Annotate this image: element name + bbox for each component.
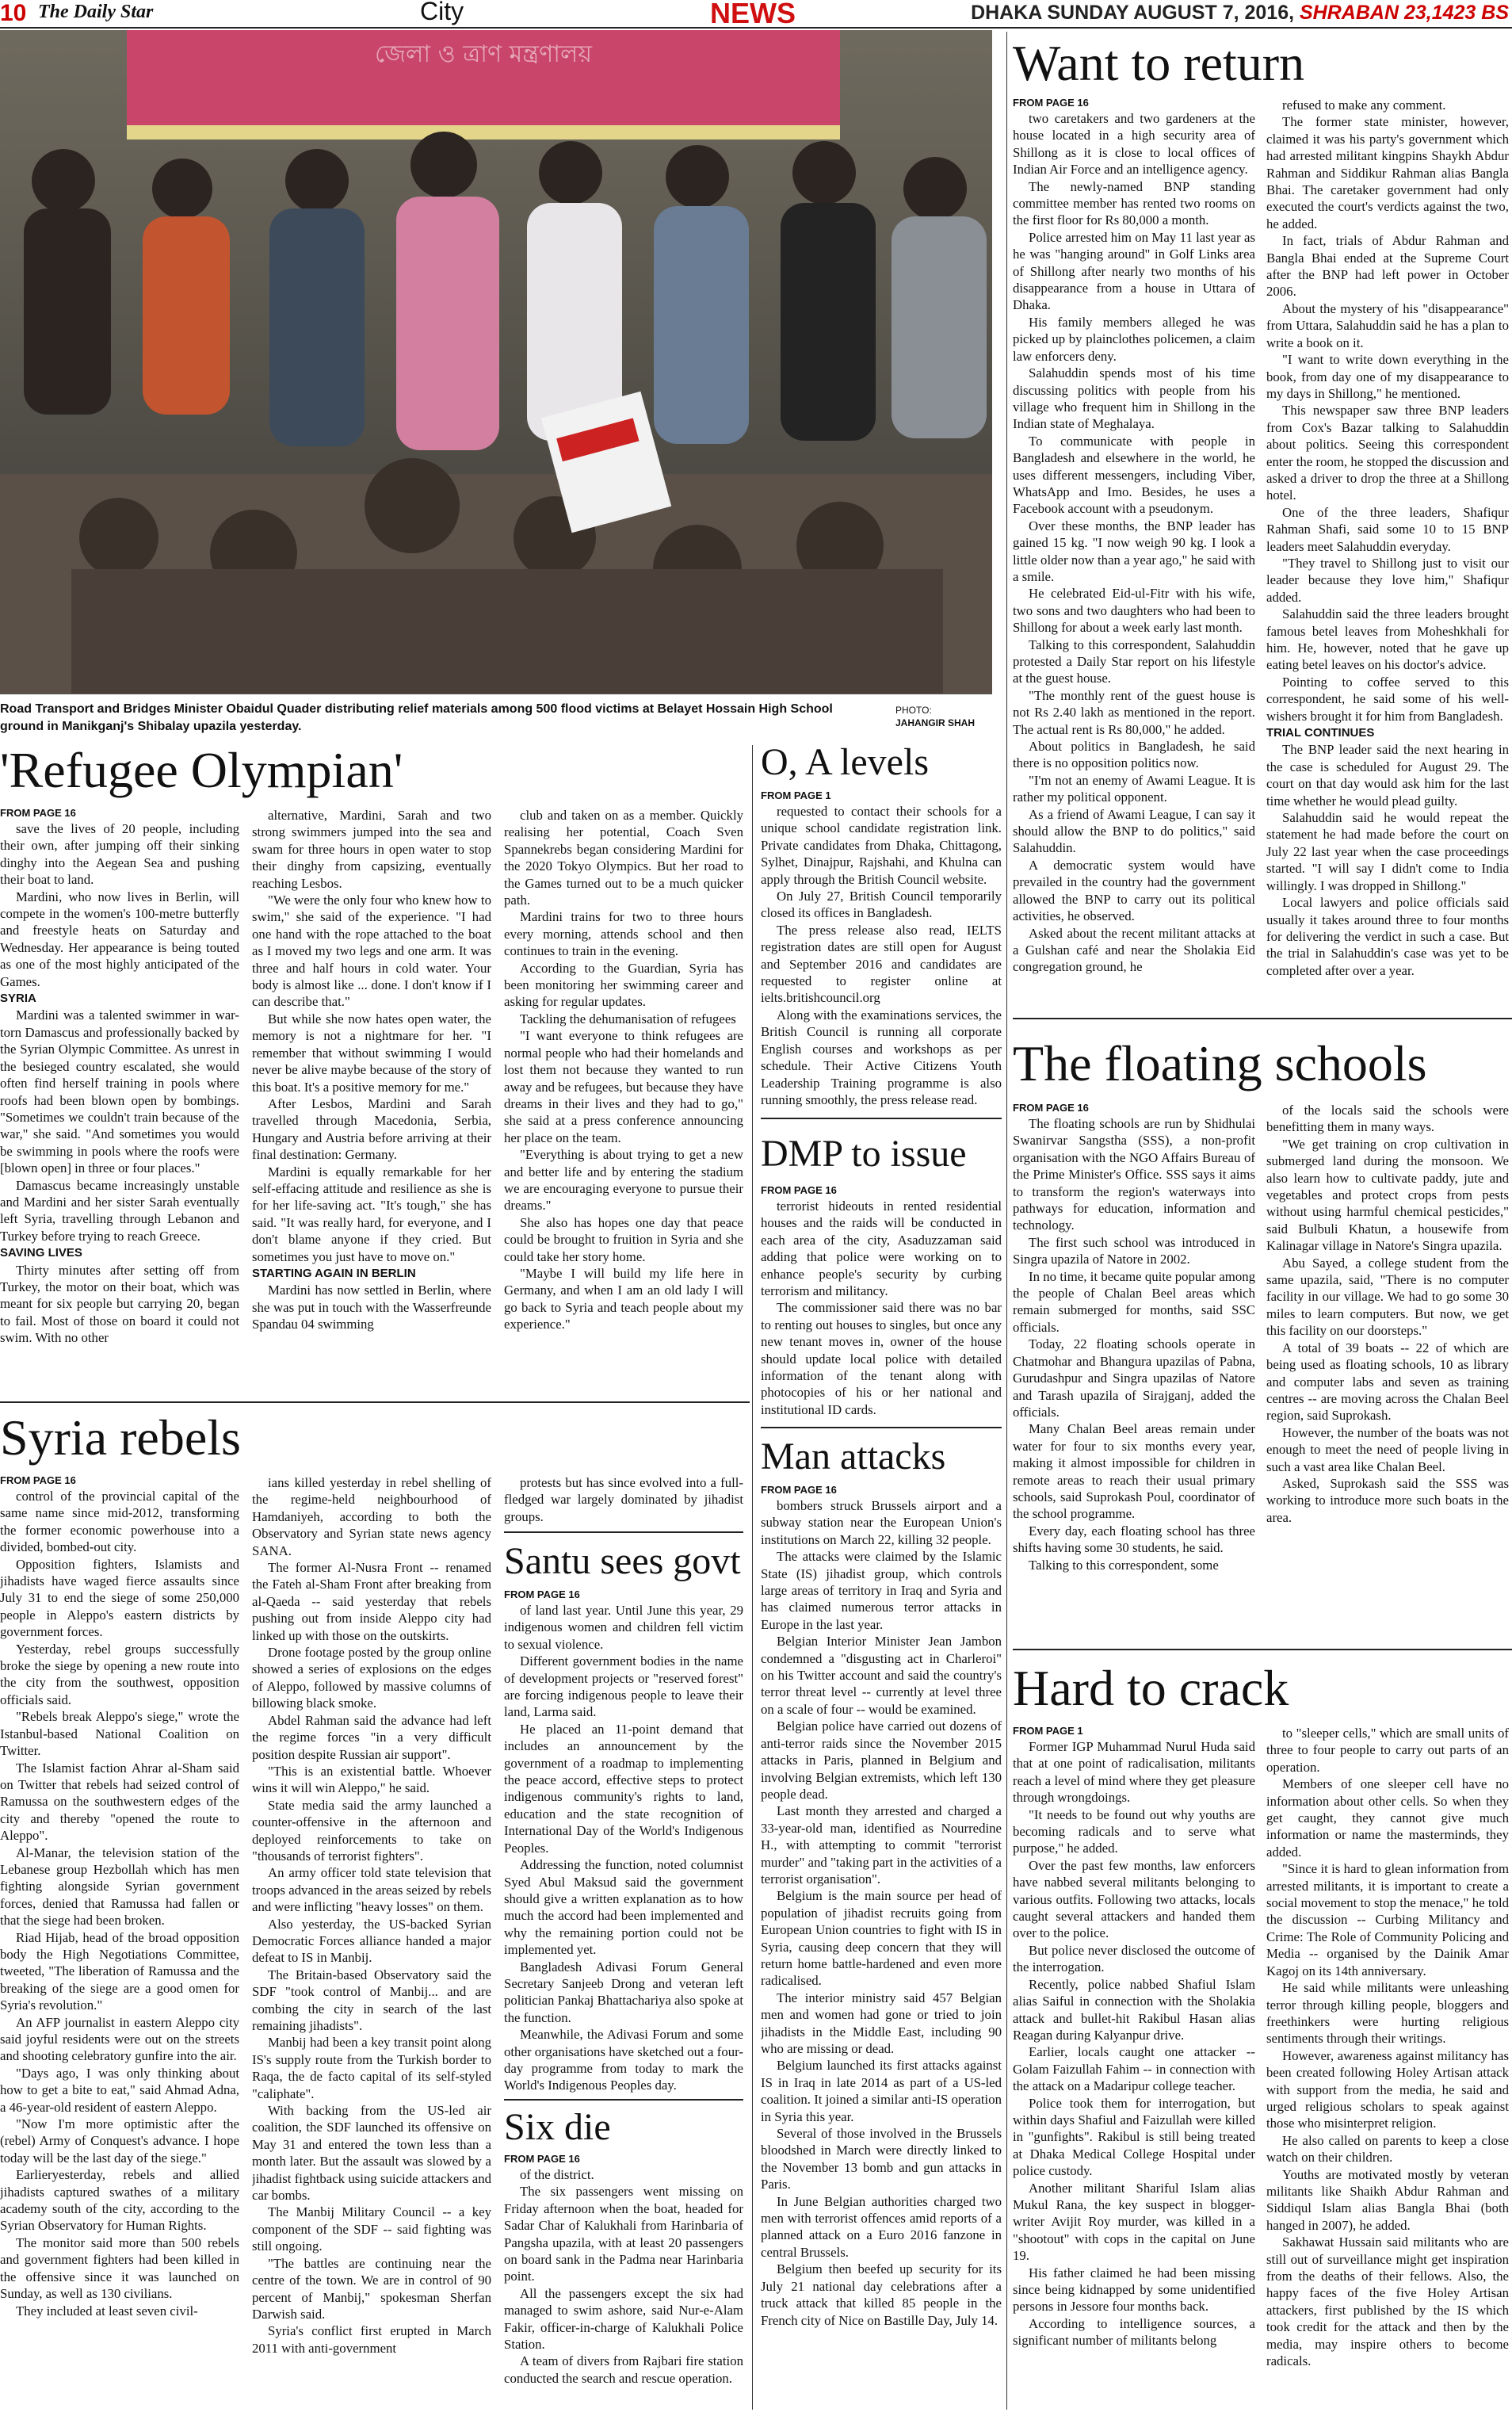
paragraph: One of the three leaders, Shafiqur Rahman Shafi, said some 10 to 15 BNP leaders meet Salahuddin everyday.	[1266, 504, 1509, 554]
paragraph: of the locals said the schools were benefitting them in many ways.	[1266, 1103, 1509, 1135]
paragraph: The attacks were claimed by the Islamic State (IS) jihadist group, which controls large areas of territory in Iraq and Syria and has claimed numerous terror attacks in Europe in the last year.	[761, 1549, 1002, 1632]
paragraph: But police never disclosed the outcome of the interrogation.	[1013, 1942, 1255, 1975]
syria-rebels-col1: FROM PAGE 16 control of the provincial capital of the same name since mid-2012, transforming the former economic powerhouse into a divided, bombed-out city. Opposition fighters, Islamists and jihadists have waged fierce assaults since July 31 to end the siege of some 250,000 people in Aleppo's eastern districts by government forces. Yesterday, rebel groups successfully broke the siege by opening a new route into the city from the southwest, opposition officials said. "Rebels break Aleppo's siege," wrote the Istanbul-based National Coalition on Twitter. The Islamist faction Ahrar al-Sham said on Twitter that rebels had seized control of Ramussa on the southwestern edges of the city and thereby "opened the route to Aleppo". Al-Manar, the television station of the Lebanese group Hezbollah which has men fighting alongside Syrian government forces, denied that Ramussa had fallen or that the siege had been broken. Riad Hijab, head of the broad opposition body the High Negotiations Committee, tweeted, "The liberation of Ramussa and the breaking of the siege are a good omen for Syria's revolution." An AFP journalist in eastern Aleppo city said joyful residents were out on the streets and shooting celebratory gunfire into the air. "Days ago, I was only thinking about how to get a bite to eat," said Ahmad Adna, a 46-year-old resident of eastern Aleppo. "Now I'm more optimistic after the (rebel) Army of Conquest's advance. I hope today will be the last day of the siege." Earlieryesterday, rebels and allied jihadists captured swathes of a military academy south of the city, according to the Syrian Observatory for Human Rights. The monitor said more than 500 rebels and government fighters had been killed in the offensive since it was launched on Sunday, as well as 130 civilians. They included at least seven civil-	[0, 1474, 239, 2319]
paragraph: According to intelligence sources, a significant number of militants belong	[1013, 2315, 1255, 2349]
paragraph: "Maybe I will build my life here in Germany, and when I am an old lady I will go back to Syria and teach people about my experience."	[504, 1265, 743, 1332]
paragraph: About politics in Bangladesh, he said there is no opposition politics now.	[1013, 739, 1255, 771]
headline-o-a-levels: O, A levels	[761, 741, 929, 783]
paragraph: refused to make any comment.	[1282, 97, 1446, 113]
paragraph: Recently, police nabbed Shafiul Islam alias Saiful in connection with the Sholakia attack and bullet-hit Rakibul Hasan alias Reagan during Kalyanpur drive.	[1013, 1976, 1255, 2043]
paragraph: In June Belgian authorities charged two men with terrorist offences amid reports of a planned attack on a Euro 2016 fanzone in central Brussels.	[761, 2193, 1002, 2260]
paragraph: State media said the army launched a counter-offensive in the afternoon and deployed reinforcements to take on "thousands of terrorist fighters".	[252, 1797, 491, 1864]
paragraph: Over these months, the BNP leader has gained 15 kg. "I now weigh 90 kg. I look a little older now than a year ago," he said with a smile.	[1013, 518, 1255, 584]
floating-schools-col1: FROM PAGE 16 The floating schools are run by Shidhulai Swanirvar Sangstha (SSS), a non-profit organisation with the NGO Affairs Bureau of the Prime Minister's Office. SSS says it aims to transform the region's waterways into pathways for education, information and technology. The first such school was introduced in Singra upazila of Natore in 2002. In no time, it became quite popular among the people of Chalan Beel areas which remain submerged for months, said SSC officials. Today, 22 floating schools operate in Chatmohar and Bhangura upazilas of Pabna, Gurudashpur and Singra upazilas of Natore and Tarash upazila of Sirajganj, added the officials. Many Chalan Beel areas remain under water for four to six months every year, making it almost impossible for children in remote areas to reach their usual primary schools, said Suprokash Poul, coordinator of the school programme. Every day, each floating school has three shifts having some 30 students, he said. Talking to this correspondent, some	[1013, 1102, 1255, 1573]
paragraph: Mardini is equally remarkable for her self-effacing attitude and resilience as she is for her life-saving act. "It's tough," she has said. "It was really hard, for everyone, and I don't blame anyone if they cried. But sometimes you just have to move on."	[252, 1164, 491, 1264]
paragraph: Asked, Suprokash said the SSS was working to introduce more such boats in the area.	[1266, 1475, 1509, 1525]
paragraph: "Since it is hard to glean information from arrested militants, it is important to create a social movement to stop the menace," he told the discussion -- Curbing Militancy and Crime: The Role of Community Policing and Media -- organised by the Dainik Amar Kagoj on its 14th anniversary.	[1266, 1861, 1509, 1978]
paragraph: This newspaper saw three BNP leaders from Cox's Bazar talking to Salahuddin about politics. Seeing this correspondent enter the room, he stopped the discussion and asked a driver to drop the three at a Shillong hotel.	[1266, 403, 1509, 503]
paragraph: Several of those involved in the Brussels bloodshed in March were directly linked to the November 13 bomb and gun attacks in Paris.	[761, 2126, 1002, 2192]
paragraph: Members of one sleeper cell have no information about other cells. So when they get caught, they cannot give much information or name the masterminds, they added.	[1266, 1776, 1509, 1860]
paragraph: "Now I'm more optimistic after the (rebel) Army of Conquest's advance. I hope today will be the last day of the siege."	[0, 2116, 239, 2166]
headline-want-to-return: Want to return	[1013, 35, 1305, 91]
paragraph: Local lawyers and police officials said usually it takes around three to four months for delivering the verdict in such a case. But the trial in Salahuddin's case was yet to be completed after over a year.	[1266, 895, 1509, 978]
paragraph: He said while militants were unleashing terror through killing people, bloggers and freethinkers were hurting religious sentiments through their writings.	[1266, 1980, 1509, 2047]
paragraph: The Manbij Military Council -- a key component of the SDF -- said fighting was still ongoing.	[252, 2204, 491, 2254]
paragraph: The monitor said more than 500 rebels and government fighters had been killed in the offensive since it was launched on Sunday, as well as 130 civilians.	[0, 2234, 239, 2302]
headline-six-die: Six die	[504, 2106, 611, 2148]
paragraph: ians killed yesterday in rebel shelling of the regime-held neighbourhood of Hamdaniyeh, according to both the Observatory and Syrian state news agency SANA.	[252, 1475, 491, 1558]
paragraph: His father claimed he had been missing since being kidnapped by some unidentified persons in Jessore four months back.	[1013, 2265, 1255, 2315]
refugee-olympian-col3	[504, 807, 743, 1401]
headline-man-attacks: Man attacks	[761, 1435, 946, 1478]
paragraph: The press release also read, IELTS registration dates are still open for August and September 2016 and candidates are requested to register online at ielts.britishcouncil.org	[761, 922, 1002, 1006]
paragraph: of the district.	[520, 2167, 594, 2182]
hard-to-crack-col1: FROM PAGE 1 Former IGP Muhammad Nurul Huda said that at one point of radicalisation, militants reach a level of mind where they get pleasure through wrongdoings. "It needs to be found out why youths are becoming radicals and to serve what purpose," he added. Over the past few months, law enforcers have nabbed several militants belonging to various outfits. Following two attacks, locals caught several attackers and handed them over to the police. But police never disclosed the outcome of the interrogation. Recently, police nabbed Shafiul Islam alias Saiful in connection with the Sholakia attack and bullet-hit Rakibul Hasan alias Reagan during Kalyanpur drive. Earlier, locals caught one attacker -- Golam Faizullah Fahim -- in connection with the attack on a Madaripur college teacher. Police took them for interrogation, but within days Shafiul and Faizullah were killed in "gunfights". Rakibul is still being treated at Dhaka Medical College Hospital under police custody. Another militant Shariful Islam alias Mukul Rana, the key suspect in blogger-writer Avijit Roy murder, was killed in a "shootout" with cops in the capital on June 19. His father claimed he had been missing since being kidnapped by some unidentified persons in Jessore four months back. According to intelligence sources, a significant number of militants belong	[1013, 1725, 1255, 2349]
paragraph: Addressing the function, noted columnist Syed Abul Maksud said the government should give a written explanation as to how much the accord had been implemented and why the remaining portion could not be implemented yet.	[504, 1857, 743, 1958]
page-number: 10	[0, 0, 27, 26]
paragraph: Belgium launched its first attacks against IS in Iraq in late 2014 as part of a US-led coalition. It joined a similar anti-IS operation in Syria this year.	[761, 2058, 1002, 2124]
paragraph: Every day, each floating school has three shifts having some 30 students, he said.	[1013, 1523, 1255, 1556]
news-photo	[0, 30, 992, 694]
paragraph: Belgium then beefed up security for its July 21 national day celebrations after a truck attack that killed 85 people in the French city of Nice on Bastille Day, July 14.	[761, 2261, 1002, 2328]
paragraph: Opposition fighters, Islamists and jihadists have waged fierce assaults since July 31 to end the siege of some 250,000 people in Aleppo's eastern districts by government forces.	[0, 1556, 239, 1640]
want-to-return-col2: refused to make any comment. The former state minister, however, claimed it was his party's government which had arrested militant kingpins Shaykh Abdur Rahman and Siddikur Rahman alias Bangla Bhai. The caretaker government had only executed the court's verdicts against the two, he added. In fact, trials of Abdur Rahman and Bangla Bhai ended at the Supreme Court after the BNP had left power in October 2006. About the mystery of his "disappearance" from Uttara, Salahuddin said he has a plan to write a book on it. "I want to write down everything in the book, from day one of my disappearance to my days in Shillong," he mentioned. This newspaper saw three BNP leaders from Cox's Bazar talking to Salahuddin about politics. Seeing this correspondent enter the room, he stopped the discussion and asked a driver to drop the three at a Shillong hotel. One of the three leaders, Shafiqur Rahman Shafi, said some 10 to 15 BNP leaders meet Salahuddin everyday. "They travel to Shillong just to visit our leader because they love him," Shafiqur added. Salahuddin said the three leaders brought famous betel leaves from Moheshkhali for him. He, however, noted that he gave up eating betel leaves on his doctor's advice. Pointing to coffee served to this correspondent, he said some of his well-wishers brought it for him from Bangladesh. TRIAL CONTINUES The BNP leader said the next hearing in the case is scheduled for August 29. The court on that day would ask him for the last time whether he would plead guilty. Salahuddin said he would repeat the statement he had made before the court on July 22 last year when the case proceedings started. "I will say I didn't come to India willingly. I was dropped in Shillong." Local lawyers and police officials said usually it takes around three to four months for delivering the verdict in such a case. But the trial in Salahuddin's case was yet to be completed after over a year.	[1266, 97, 1509, 978]
paragraph: "I want everyone to think refugees are normal people who had their homelands and lost them not because they wanted to run away and be refugees, but because they have dreams in their lives and they had to go," she said at a press conference announcing her place on the team.	[504, 1028, 743, 1145]
paper-name: The Daily Star	[38, 2, 154, 22]
paragraph: Belgian police have carried out dozens of anti-terror raids since the November 2015 attacks in Paris, planned in Belgium and involving Belgian extremists, which left 130 people dead.	[761, 1718, 1002, 1802]
paragraph: protests but has since evolved into a full-fledged war largely dominated by jihadist groups.	[504, 1475, 743, 1524]
paragraph: Earlier, locals caught one attacker -- Golam Faizullah Fahim -- in connection with the attack on a Madaripur college teacher.	[1013, 2044, 1255, 2094]
paragraph: Last month they arrested and charged a 33-year-old man, identified as Nourredine H., with attempting to commit "terrorist murder" and "taking part in the activities of a terrorist organisation".	[761, 1803, 1002, 1887]
paragraph: To communicate with people in Bangladesh and elsewhere in the world, he uses different messengers, including Viber, WhatsApp and Imo. Besides, he uses a Facebook account with a pseudonym.	[1013, 433, 1255, 517]
six-die-body: FROM PAGE 16 of the district. The six passengers went missing on Friday afternoon when the boat, headed for Sadar Char of Kalukhali from Harinbaria of Pangsha upazila, with at least 20 passengers on board sank in the Padma near Harinbaria point. All the passengers except the six had managed to swim ashore, said Nur-e-Alam Fakir, officer-in-charge of Kalukhali Police Station. A team of divers from Rajbari fire station conducted the search and rescue operation.	[504, 2153, 743, 2386]
paragraph: In no time, it became quite popular among the people of Chalan Beel areas which remain submerged for months, said SSC officials.	[1013, 1268, 1255, 1335]
paragraph: A total of 39 boats -- 22 of which are being used as floating schools, 10 as library and computer labs and seven as training centres -- are moving across the Chalan Beel region, said Suprokash.	[1266, 1340, 1509, 1424]
paragraph: Mardini was a talented swimmer in war-torn Damascus and professionally backed by the Syrian Olympic Committee. As unrest in the besieged country escalated, she would often find herself training in pools where roofs had been blown open by bombings. "Sometimes we couldn't train because of the war," she said. "And sometimes you would be swimming in pools where the roofs were [blown open] in three or four places."	[0, 1007, 239, 1176]
paragraph: to "sleeper cells," which are small units of three to four people to carry out parts of an operation.	[1266, 1726, 1509, 1775]
paragraph: of land last year. Until June this year, 29 indigenous women and children fell victim to sexual violence.	[504, 1603, 743, 1652]
paragraph: save the lives of 20 people, including their own, after jumping off their sinking dinghy into the Aegean Sea and pushing their boat to land.	[0, 821, 239, 888]
headline-syria-rebels: Syria rebels	[0, 1409, 241, 1466]
man-attacks-body: FROM PAGE 16 bombers struck Brussels airport and a subway station near the European Union's institutions on March 22, killing 32 people. The attacks were claimed by the Islamic State (IS) jihadist group, which controls large areas of territory in Iraq and Syria and has claimed numerous terror attacks in Europe in the last year. Belgian Interior Minister Jean Jambon condemned a "disgusting act in Charleroi" on his Twitter account and said the country's terror threat level -- currently at level three on a scale of four -- would be examined. Belgian police have carried out dozens of anti-terror raids since the November 2015 attacks in Paris, planned in Belgium and involving Belgian extremists, which left 130 people dead. Last month they arrested and charged a 33-year-old man, identified as Nourredine H., with attempting to commit "terrorist murder" and "taking part in the activities of a terrorist organisation". Belgium is the main source per head of population of jihadist recruits going from European Union countries to fight with IS in Syria, causing deep concern that they will return home battle-hardened and even more radicalised. The interior ministry said 457 Belgian men and women had gone or tried to join jihadists in the Middle East, including 90 who are missing or dead. Belgium launched its first attacks against IS in Iraq in late 2014 as part of a US-led coalition. It joined a similar anti-IS operation in Syria this year. Several of those involved in the Brussels bloodshed in March were directly linked to the November 13 bomb and gun attacks in Paris. In June Belgian authorities charged two men with terrorist offences amid reports of a planned attack on a Euro 2016 fanzone in central Brussels. Belgium then beefed up security for its July 21 national day celebrations after a truck attack that killed 85 people in the French city of Nice on Bastille Day, July 14.	[761, 1484, 1002, 2328]
dateline: DHAKA SUNDAY AUGUST 7, 2016, SHRABAN 23,1423 BS	[971, 2, 1509, 24]
paragraph: "I want to write down everything in the book, from day one of my disappearance to my days in Shillong," he mentioned.	[1266, 352, 1509, 401]
paragraph: According to the Guardian, Syria has been monitoring her swimming career and asking for regular updates.	[504, 960, 743, 1010]
syria-rebels-col2	[252, 1474, 491, 2413]
paragraph: He celebrated Eid-ul-Fitr with his wife, two sons and two daughters who had been to Shillong for about a week early last month.	[1013, 586, 1255, 636]
paragraph: "Everything is about trying to get a new and better life and by entering the stadium we are encouraging everyone to pursue their dreams."	[504, 1147, 743, 1214]
paragraph: Police took them for interrogation, but within days Shafiul and Faizullah were killed in "gunfights". Rakibul is still being treated at Dhaka Medical College Hospital under police custody.	[1013, 2095, 1255, 2179]
paragraph: Today, 22 floating schools operate in Chatmohar and Bhangura upazilas of Pabna, Gurudashpur and Singra upazilas of Natore and Tarash upazila of Sirajganj, added the officials.	[1013, 1336, 1255, 1420]
paragraph: Abu Sayed, a college student from the same upazila, said, "There is no computer facility in our village. We had to go some 30 miles to learn computers. But now, we get this facility on our doorsteps."	[1266, 1255, 1509, 1339]
paragraph: They included at least seven civil-	[16, 2303, 198, 2319]
paragraph: Salahuddin said the three leaders brought famous betel leaves from Moheshkhali for him. He, however, noted that he gave up eating betel leaves on his doctor's advice.	[1266, 606, 1509, 673]
refugee-olympian-col2: alternative, Mardini, Sarah and two strong swimmers jumped into the sea and swam for three hours in open water to stop their dinghy from capsizing, eventually reaching Lesbos. "We were the only four who knew how to swim," she said of the experience. "I had one hand with the rope attached to the boat as I moved my two legs and one arm. It was three and half hours in cold water. Your body is almost like ... done. I don't know if I can describe that." But while she now hates open water, the memory is not a nightmare for her. "I remember that without swimming I would never be alive maybe because of the story of this boat. It's a positive memory for me." After Lesbos, Mardini and Sarah travelled through Macedonia, Serbia, Hungary and Austria before arriving at their final destination: Germany. Mardini is equally remarkable for her self-effacing attitude and resilience as she is for her life-saving act. "It's tough," she has said. "It was really hard, for everyone, and I don't blame anyone if they cried. But sometimes you just have to move on." STARTING AGAIN IN BERLIN Mardini has now settled in Berlin, where she was put in touch with the Wasserfreunde Spandau 04 swimming	[252, 808, 491, 1332]
paragraph: Al-Manar, the television station of the Lebanese group Hezbollah which has men fighting alongside Syrian government forces, denied that Ramussa had fallen or that the siege had been broken.	[0, 1844, 239, 1929]
paragraph: The interior ministry said 457 Belgian men and women had gone or tried to join jihadists in the Middle East, including 90 who are missing or dead.	[761, 1990, 1002, 2056]
paragraph: A team of divers from Rajbari fire station conducted the search and rescue operation.	[504, 2353, 743, 2386]
paragraph: An army officer told state television that troops advanced in the areas seized by rebels and were inflicting "heavy losses" on them.	[252, 1865, 491, 1915]
paragraph: Talking to this correspondent, Salahuddin protested a Daily Star report on his lifestyle at the guest house.	[1013, 636, 1255, 686]
relief-distribution-photo	[0, 30, 992, 694]
headline-santu-sees-govt: Santu sees govt	[504, 1540, 741, 1582]
paragraph: Along with the examinations services, the British Council is running all corporate English courses and workshops as per schedule. Their Active Citizens Youth Leadership Training programme is also running smoothly, the press release read.	[761, 1007, 1002, 1107]
paragraph: "The monthly rent of the guest house is not Rs 2.40 lakh as mentioned in the report. The actual rent is Rs 80,000," he added.	[1013, 687, 1255, 737]
paragraph: Yesterday, rebel groups successfully broke the siege by opening a new route into the city from the southwest, opposition officials said.	[0, 1641, 239, 1707]
headline-floating-schools: The floating schools	[1013, 1035, 1427, 1091]
paragraph: Police arrested him on May 11 last year as he was "hanging around" in Golf Links area of Shillong after nearly two months of his disappearance from a house in Uttara of Dhaka.	[1013, 229, 1255, 313]
paragraph: Thirty minutes after setting off from Turkey, the motor on their boat, which was meant for six people but carrying 20, began to fail. Most of those on board it could not swim. With no other	[0, 1262, 239, 1346]
paragraph: Another militant Shariful Islam alias Mukul Rana, the key suspect in blogger-writer Avijit Roy murder, was killed in a "shootout" with cops in the capital on June 19.	[1013, 2180, 1255, 2264]
paragraph: Manbij had been a key transit point along IS's supply route from the Turkish border to Raqa, the de facto capital of its self-styled "caliphate".	[252, 2035, 491, 2101]
paragraph: After Lesbos, Mardini and Sarah travelled through Macedonia, Serbia, Hungary and Austria before arriving at their final destination: Germany.	[252, 1095, 491, 1163]
paragraph: "The battles are continuing near the centre of the town. We are in control of 90 percent of Manbij," spokesman Sherfan Darwish said.	[252, 2255, 491, 2322]
paragraph: "We were the only four who knew how to swim," she said of the experience. "I had one hand with the rope attached to the boat as I moved my two legs and one arm. It was three and half hours in cold water. Your body is almost like ... done. I don't know if I can describe that."	[252, 893, 491, 1010]
paragraph: two caretakers and two gardeners at the house located in a high security area of Shillong as it is close to local offices of Indian Air Force and an intelligence agency.	[1013, 111, 1255, 178]
banner-text: জেলা ও ত্রাণ মন্ত্রণালয়	[375, 40, 592, 68]
floating-schools-col2	[1266, 1102, 1509, 1665]
paragraph: Youths are motivated mostly by veteran militants like Shaikh Abdur Rahman and Siddiqul Islam alias Bangla Bhai (both hanged in 2007), he added.	[1266, 2166, 1509, 2233]
paragraph: Abdel Rahman said the advance had left the regime forces "in a very difficult position despite Russian air support".	[252, 1712, 491, 1762]
paragraph: Earlieryesterday, rebels and allied jihadists captured swathes of a military academy south of the city, according to the Syrian Observatory for Human Rights.	[0, 2167, 239, 2234]
paragraph: In fact, trials of Abdur Rahman and Bangla Bhai ended at the Supreme Court after the BNP had left power in October 2006.	[1266, 233, 1509, 300]
paragraph: A democratic system would have prevailed in the country had the government allowed the BNP to carry out its political activities, he observed.	[1013, 857, 1255, 924]
section-label: City	[420, 0, 464, 25]
paragraph: alternative, Mardini, Sarah and two strong swimmers jumped into the sea and swam for three hours in open water to stop their dinghy from capsizing, eventually reaching Lesbos.	[252, 808, 491, 891]
paragraph: The former state minister, however, claimed it was his party's government which had arrested militant kingpins Shaykh Abdur Rahman and Siddikur Rahman alias Bangla Bhai. The caretaker government had only executed the court's verdicts against the two, he added.	[1266, 114, 1509, 231]
paragraph: Tackling the dehumanisation of refugees	[520, 1011, 736, 1026]
paragraph: As a friend of Awami League, I can say it should allow the BNP to do politics," said Salahuddin.	[1013, 806, 1255, 856]
paragraph: "They travel to Shillong just to visit our leader because they love him," Shafiqur added.	[1266, 555, 1509, 605]
dmp-to-issue-body: FROM PAGE 16 terrorist hideouts in rented residential houses and the raids will be conducted in each area of the city, Asaduzzaman said adding that police were working on to enhance people's security by curbing terrorism and militancy. The commissioner said there was no bar to renting out houses to singles, but once any new tenant moves in, owner of the house should update local police with detailed information of the tenant along with photocopies of his or her national and institutional ID cards.	[761, 1184, 1002, 1417]
paragraph: Meanwhile, the Adivasi Forum and some other organisations have sketched out a four-day programme from today to mark the World's Indigenous Peoples day.	[504, 2027, 743, 2093]
paragraph: Also yesterday, the US-backed Syrian Democratic Forces alliance handed a major defeat to IS in Manbij.	[252, 1916, 491, 1966]
o-a-levels-body: FROM PAGE 1 requested to contact their schools for a unique school candidate registration link. Private candidates from Dhaka, Chittagong, Sylhet, Dinajpur, Rajshahi, and Khulna can apply through the British Council website. On July 27, British Council temporarily closed its offices in Bangladesh. The press release also read, IELTS registration dates are still open for August and September 2016 and candidates are requested to register online at ielts.britishcouncil.org Along with the examinations services, the British Council is running all corporate English courses and workshops as per schedule. Their Active Citizens Youth Leadership Training programme is also running smoothly, the press release read.	[761, 789, 1002, 1107]
paragraph: Different government bodies in the name of development projects or "reserved forest" are forcing indigenous people to leave their land, Larma said.	[504, 1653, 743, 1720]
paragraph: Over the past few months, law enforcers have nabbed several militants belonging to various outfits. Following two attacks, locals caught several attackers and handed them over to the police.	[1013, 1857, 1255, 1941]
news-banner: NEWS	[710, 0, 796, 29]
refugee-olympian-col1: FROM PAGE 16 save the lives of 20 people, including their own, after jumping off their sinking dinghy into the Aegean Sea and pushing their boat to land. Mardini, who now lives in Berlin, will compete in the women's 100-metre butterfly and freestyle heats on Saturday and Wednesday. Her appearance is being touted as one of the most highly anticipated of the Games. SYRIA Mardini was a talented swimmer in war-torn Damascus and professionally backed by the Syrian Olympic Committee. As unrest in the besieged country escalated, she would often find herself training in pools where roofs had been blown open by bombings. "Sometimes we couldn't train because of the war," she said. "And sometimes you would be swimming in pools where the roofs were [blown open] in three or four places." Damascus became increasingly unstable and Mardini and her sister Sarah eventually left Syria, travelling through Lebanon and Turkey before trying to reach Greece. SAVING LIVES Thirty minutes after setting off from Turkey, the motor on their boat, which was meant for six people but carrying 20, began to fail. Most of those on board it could not swim. With no other	[0, 807, 239, 1346]
paragraph: With backing from the US-led air coalition, the SDF launched its offensive on May 31 and entered the town less than a month later. But the assault was slowed by a jihadist fightback using suicide attackers and car bombs.	[252, 2103, 491, 2204]
paragraph: The Britain-based Observatory said the SDF "took control of Manbij... and are combing the city in search of the last remaining jihadists".	[252, 1967, 491, 2033]
paragraph: Drone footage posted by the group online showed a series of explosions on the edges of Aleppo, followed by massive columns of billowing black smoke.	[252, 1645, 491, 1711]
paragraph: Damascus became increasingly unstable and Mardini and her sister Sarah eventually left Syria, travelling through Lebanon and Turkey before trying to reach Greece.	[0, 1177, 239, 1244]
paragraph: "Days ago, I was only thinking about how to get a bite to eat," said Ahmad Adna, a 46-year-old resident of eastern Aleppo.	[0, 2065, 239, 2115]
paragraph: "I'm not an enemy of Awami League. It is rather my political opponent.	[1013, 772, 1255, 805]
headline-refugee-olympian: 'Refugee Olympian'	[0, 742, 403, 798]
paragraph: Syria's conflict first erupted in March 2011 with anti-government	[252, 2323, 491, 2356]
paragraph: Sakhawat Hussain said militants who are still out of surveillance might get inspiration from the deaths of their fellows. Also, the happy faces of the five Holey Artisan attackers, first published by the IS which took credit for the attack and then by the media, may inspire others to become radicals.	[1266, 2234, 1509, 2369]
paragraph: His family members alleged he was picked up by plainclothes policemen, a claim law enforcers deny.	[1013, 314, 1255, 364]
want-to-return-col1: FROM PAGE 16 two caretakers and two gardeners at the house located in a high security area of Shillong as it is close to local offices of Indian Air Force and an intelligence agency. The newly-named BNP standing committee member has rented two rooms on the first floor for Rs 80,000 a month. Police arrested him on May 11 last year as he was "hanging around" in Golf Links area of Shillong after nearly two months of his disappearance from a house in Uttara of Dhaka. His family members alleged he was picked up by plainclothes policemen, a claim law enforcers deny. Salahuddin spends most of his time discussing politics with people from his village who frequent him in Shillong in the Indian state of Meghalaya. To communicate with people in Bangladesh and elsewhere in the world, he uses different messengers, including Viber, WhatsApp and Imo. Besides, he uses a Facebook account with a pseudonym. Over these months, the BNP leader has gained 15 kg. "I now weigh 90 kg. I look a little older now than a year ago," he said with a smile. He celebrated Eid-ul-Fitr with his wife, two sons and two daughters who had been to Shillong for about a week early last month. Talking to this correspondent, Salahuddin protested a Daily Star report on his lifestyle at the guest house. "The monthly rent of the guest house is not Rs 2.40 lakh as mentioned in the report. The actual rent is Rs 80,000," he added. About politics in Bangladesh, he said there is no opposition politics now. "I'm not an enemy of Awami League. It is rather my political opponent. As a friend of Awami League, I can say it should allow the BNP to do politics," said Salahuddin. A democratic system would have prevailed in the country had the government allowed the BNP to carry out its political activities, he observed. Asked about the recent militant attacks at a Gulshan café and near the Sholakia Eid congregation ground, he	[1013, 97, 1255, 975]
headline-dmp-to-issue: DMP to issue	[761, 1133, 967, 1175]
paragraph: Talking to this correspondent, some	[1029, 1557, 1219, 1573]
paragraph: However, awareness against militancy has been created following Holey Artisan attack with support from the media, he said and urged religious scholars to speak against those who misinterpret religion.	[1266, 2047, 1509, 2131]
paragraph: Belgium is the main source per head of population of jihadist recruits going from European Union countries to fight with IS in Syria, causing deep concern that they will return home battle-hardened and even more radicalised.	[761, 1888, 1002, 1989]
paragraph: She also has hopes one day that peace could be brought to fruition in Syria and she could take her story home.	[504, 1214, 743, 1264]
paragraph: club and taken on as a member. Quickly realising her potential, Coach Sven Spannekrebs began considering Mardini for the 2020 Tokyo Olympics. But her road to the Games turned out to be a much quicker path.	[504, 808, 743, 908]
paragraph: Many Chalan Beel areas remain under water for four to six months every year, making it almost impossible for children in remote areas to reach their usual primary schools, said Suprokash Poul, coordinator of the school programme.	[1013, 1421, 1255, 1522]
paragraph: Bangladesh Adivasi Forum General Secretary Sanjeeb Drong and veteran left politician Pankaj Bhattachariya also spoke at the function.	[504, 1959, 743, 2025]
paragraph: Salahuddin said he would repeat the statement he had made before the court on July 22 last year when the case proceedings started. "I will say I didn't come to India willingly. I was dropped in Shillong."	[1266, 810, 1509, 893]
paragraph: Riad Hijab, head of the broad opposition body the High Negotiations Committee, tweeted, "The liberation of Ramussa and the breaking of the siege are a good omen for Syria's revolution."	[0, 1929, 239, 2013]
paragraph: The newly-named BNP standing committee member has rented two rooms on the first floor for Rs 80,000 a month.	[1013, 178, 1255, 228]
paragraph: Salahuddin spends most of his time discussing politics with people from his village who frequent him in Shillong in the Indian state of Meghalaya.	[1013, 365, 1255, 432]
masthead	[0, 0, 1512, 29]
paragraph: An AFP journalist in eastern Aleppo city said joyful residents were out on the streets and shooting celebratory gunfire into the air.	[0, 2014, 239, 2064]
paragraph: On July 27, British Council temporarily closed its offices in Bangladesh.	[761, 889, 1002, 921]
paragraph: The commissioner said there was no bar to renting out houses to singles, but once any new tenant moves in, owner of the house should update local police with detailed information of the tenant along with photocopies of his or her national and institutional ID cards.	[761, 1300, 1002, 1417]
paragraph: The BNP leader said the next hearing in the case is scheduled for August 29. The court on that day would ask him for the last time whether he would plead guilty.	[1266, 742, 1509, 809]
paragraph: Former IGP Muhammad Nurul Huda said that at one point of radicalisation, militants reach a level of mind where they get pleasure through wrongdoings.	[1013, 1739, 1255, 1806]
photo-caption: Road Transport and Bridges Minister Obaidul Quader distributing relief materials among 500 flood victims at Belayet Hossain High School ground in Manikganj's Shibalay upazila yesterday.	[0, 702, 833, 733]
headline-hard-to-crack: Hard to crack	[1013, 1660, 1289, 1716]
paragraph: All the passengers except the six had managed to swim ashore, said Nur-e-Alam Fakir, officer-in-charge of Kalukhali Police Station.	[504, 2285, 743, 2353]
paragraph: He placed an 11-point demand that includes an announcement by the government of a roadmap to implementing the peace accord, effective steps to protect indigenous community's rights to land, education and the state recognition of International Day of the World's Indigenous Peoples.	[504, 1721, 743, 1856]
paragraph: "We get training on crop cultivation in submerged land during the monsoon. We also learn how to cultivate paddy, jute and vegetables and protect crops from pests without using harmful chemical pesticides," said Bulbuli Khatun, a housewife from Kalinagar village in Natore's Singra upazila.	[1266, 1136, 1509, 1254]
paragraph: Asked about the recent militant attacks at a Gulshan café and near the Sholakia Eid congregation ground, he	[1013, 925, 1255, 975]
paragraph: "It needs to be found out why youths are becoming radicals and to serve what purpose," he added.	[1013, 1806, 1255, 1856]
photo-credit: PHOTO: JAHANGIR SHAH	[895, 705, 976, 728]
paragraph: Mardini, who now lives in Berlin, will compete in the women's 100-metre butterfly and freestyle heats on Saturday and Wednesday. Her appearance is being touted as one of the most highly anticipated of the Games.	[0, 889, 239, 989]
paragraph: Mardini has now settled in Berlin, where she was put in touch with the Wasserfreunde Spandau 04 swimming	[252, 1283, 491, 1332]
paragraph: "This is an existential battle. Whoever wins it will win Aleppo," he said.	[252, 1763, 491, 1796]
paragraph: The Islamist faction Ahrar al-Sham said on Twitter that rebels had seized control of Ramussa on the southwestern edges of the city and thereby "opened the route to Aleppo".	[0, 1760, 239, 1844]
paragraph: The six passengers went missing on Friday afternoon when the boat, headed for Sadar Char of Kalukhali from Harinbaria of Pangsha upazila, with at least 20 passengers on board sank in the Padma near Harinbaria point.	[504, 2184, 743, 2284]
paragraph: terrorist hideouts in rented residential houses and the raids will be conducted in each area of the city, Asaduzzaman said adding that police were working on to enhance people's security by curbing terrorism and militancy.	[761, 1198, 1002, 1299]
paragraph: The first such school was introduced in Singra upazila of Natore in 2002.	[1013, 1234, 1255, 1267]
paragraph: Belgian Interior Minister Jean Jambon condemned a "disgusting act in Charleroi" on his Twitter account and said the country's terror threat level -- currently at level three on a scale of four -- would be examined.	[761, 1634, 1002, 1717]
paragraph: bombers struck Brussels airport and a subway station near the European Union's institutions on March 22, killing 32 people.	[761, 1498, 1002, 1547]
paragraph: "Rebels break Aleppo's siege," wrote the Istanbul-based National Coalition on Twitter.	[0, 1709, 239, 1759]
paragraph: He also called on parents to keep a close watch on their children.	[1266, 2132, 1509, 2166]
paragraph: But while she now hates open water, the memory is not a nightmare for her. "I remember that without swimming I would never be alive maybe because of the story of this boat. It's a positive memory for me."	[252, 1011, 491, 1095]
paragraph: Mardini trains for two to three hours every morning, attends school and then continues to train in the evening.	[504, 909, 743, 959]
santu-sees-govt-body: FROM PAGE 16 of land last year. Until June this year, 29 indigenous women and children fell victim to sexual violence. Different government bodies in the name of development projects or "reserved forest" are forcing indigenous people to leave their land, Larma said. He placed an 11-point demand that includes an announcement by the government of a roadmap to implementing the peace accord, effective steps to protect indigenous community's rights to land, education and the state recognition of International Day of the World's Indigenous Peoples. Addressing the function, noted columnist Syed Abul Maksud said the government should give a written explanation as to how much the accord had been implemented and why the remaining portion could not be implemented yet. Bangladesh Adivasi Forum General Secretary Sanjeeb Drong and veteran left politician Pankaj Bhattachariya also spoke at the function. Meanwhile, the Adivasi Forum and some other organisations have sketched out a four-day programme from today to mark the World's Indigenous Peoples day.	[504, 1588, 743, 2093]
paragraph: requested to contact their schools for a unique school candidate registration link. Private candidates from Dhaka, Chittagong, Sylhet, Dinajpur, Rajshahi, and Khulna can apply through the British Council website.	[761, 804, 1002, 887]
syria-rebels-col3	[504, 1474, 743, 1530]
paragraph: control of the provincial capital of the same name since mid-2012, transforming the former economic powerhouse into a divided, bombed-out city.	[0, 1489, 239, 1555]
hard-to-crack-col2	[1266, 1725, 1509, 2414]
paragraph: The floating schools are run by Shidhulai Swanirvar Sangstha (SSS), a non-profit organisation with the NGO Affairs Bureau of the Prime Minister's Office. SSS says it aims to transform the region's waterways into pathways for education, information and technology.	[1013, 1116, 1255, 1233]
paragraph: About the mystery of his "disappearance" from Uttara, Salahuddin said he has a plan to write a book on it.	[1266, 300, 1509, 350]
paragraph: However, the number of the boats was not enough to meet the need of people living in such a vast area like Chalan Beel.	[1266, 1424, 1509, 1474]
paragraph: Pointing to coffee served to this correspondent, he said some of his well-wishers brought it for him from Bangladesh.	[1266, 674, 1509, 724]
paragraph: The former Al-Nusra Front -- renamed the Fateh al-Sham Front after breaking from al-Qaeda -- said yesterday that rebels pushing out from inside Aleppo city had linked up with those on the outskirts.	[252, 1560, 491, 1643]
